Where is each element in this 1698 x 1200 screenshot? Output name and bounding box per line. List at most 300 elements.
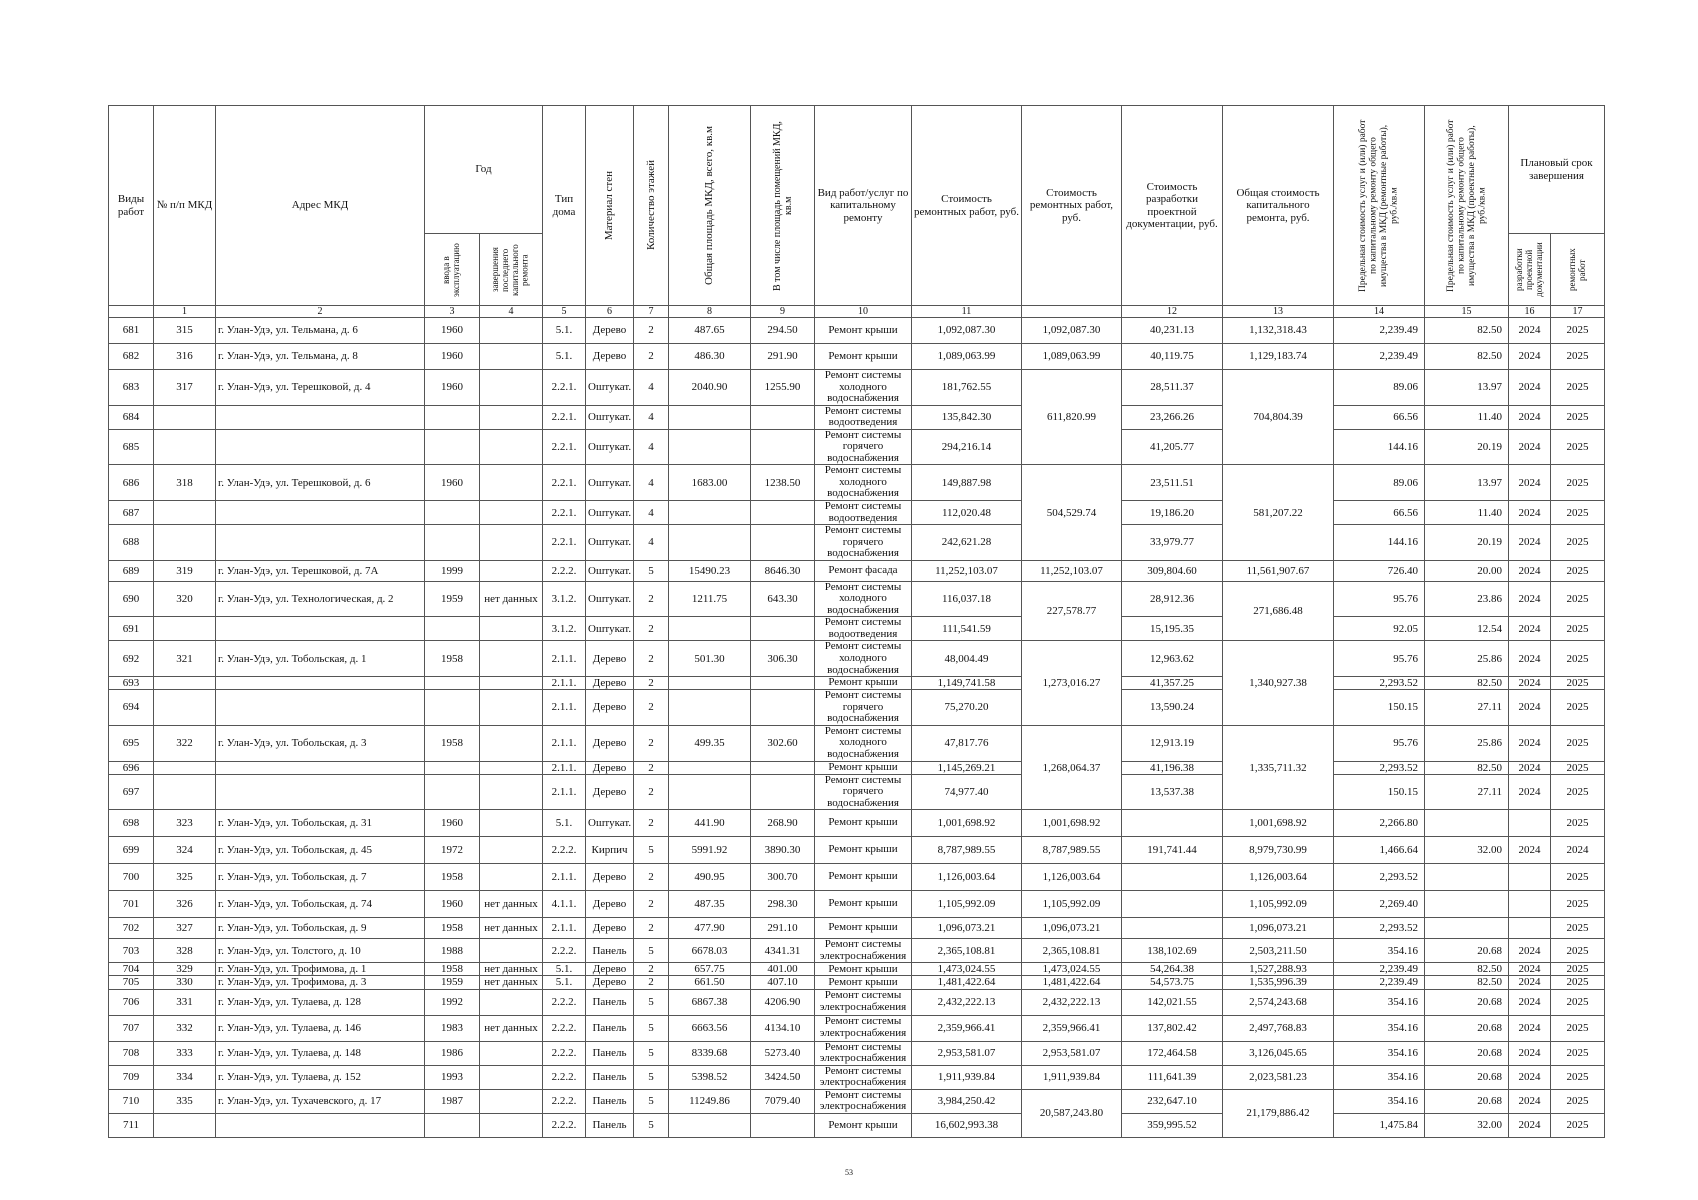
cell-wall-material: Дерево <box>586 641 634 677</box>
cell-repair-cost: 1,473,024.55 <box>912 963 1022 976</box>
cell-total-area <box>669 774 751 810</box>
cell-year-last-repair: нет данных <box>480 581 543 617</box>
cell-repair-cost: 116,037.18 <box>912 581 1022 617</box>
cell-row-number: 696 <box>109 761 154 774</box>
table-row <box>109 690 1605 726</box>
cell-repair-cost: 2,365,108.81 <box>912 939 1022 963</box>
cell-repair-cost: 1,105,992.09 <box>912 891 1022 918</box>
cell-limit-repair: 354.16 <box>1334 1089 1425 1113</box>
cell-plan-design: 2024 <box>1509 725 1551 761</box>
cell-work-kind: Ремонт системы холодного водоснабжения <box>815 370 912 406</box>
cell-total-area: 477.90 <box>669 918 751 939</box>
cell-total-area: 441.90 <box>669 810 751 837</box>
cell-year-commission <box>425 429 480 465</box>
cell-design-cost: 142,021.55 <box>1122 989 1223 1015</box>
table-row <box>109 581 1605 617</box>
cell-design-cost: 111,641.39 <box>1122 1065 1223 1089</box>
cell-house-type: 5.1. <box>543 810 586 837</box>
cell-premises-area: 291.10 <box>751 918 815 939</box>
cell-total-area: 5398.52 <box>669 1065 751 1089</box>
cell-row-number: 707 <box>109 1015 154 1041</box>
cell-year-last-repair: нет данных <box>480 1015 543 1041</box>
cell-plan-works: 2025 <box>1551 976 1605 989</box>
cell-row-number: 703 <box>109 939 154 963</box>
cell-total-area: 6678.03 <box>669 939 751 963</box>
cell-plan-design: 2024 <box>1509 761 1551 774</box>
cell-mkd-number <box>154 429 216 465</box>
cell-floors: 5 <box>634 837 669 864</box>
cell-design-cost <box>1122 864 1223 891</box>
cell-limit-repair: 2,293.52 <box>1334 761 1425 774</box>
cell-work-kind: Ремонт системы электроснабжения <box>815 1065 912 1089</box>
cell-row-number: 700 <box>109 864 154 891</box>
cell-limit-repair: 354.16 <box>1334 1041 1425 1065</box>
column-number: 3 <box>425 306 480 318</box>
table-row <box>109 370 1605 406</box>
cell-repair-cost: 1,145,269.21 <box>912 761 1022 774</box>
cell-total-area: 15490.23 <box>669 560 751 581</box>
column-number: 1 <box>154 306 216 318</box>
cell-limit-repair: 2,239.49 <box>1334 344 1425 370</box>
header-work-type: Виды работ <box>109 106 154 306</box>
cell-limit-design: 32.00 <box>1425 837 1509 864</box>
cell-mkd-number: 322 <box>154 725 216 761</box>
cell-year-commission <box>425 405 480 429</box>
cell-total-cost: 2,023,581.23 <box>1223 1065 1334 1089</box>
cell-limit-repair: 726.40 <box>1334 560 1425 581</box>
cell-floors: 2 <box>634 344 669 370</box>
cell-limit-design: 13.97 <box>1425 370 1509 406</box>
cell-work-kind: Ремонт системы холодного водоснабжения <box>815 725 912 761</box>
cell-design-cost: 13,590.24 <box>1122 690 1223 726</box>
cell-repair-cost: 294,216.14 <box>912 429 1022 465</box>
cell-total-area: 11249.86 <box>669 1089 751 1113</box>
cell-year-commission: 1983 <box>425 1015 480 1041</box>
cell-plan-design <box>1509 810 1551 837</box>
cell-address <box>216 525 425 561</box>
cell-address: г. Улан-Удэ, ул. Тельмана, д. 6 <box>216 318 425 344</box>
cell-design-cost: 41,357.25 <box>1122 677 1223 690</box>
table-row <box>109 810 1605 837</box>
cell-limit-design <box>1425 918 1509 939</box>
header-floors: Количество этажей <box>634 106 669 306</box>
cell-floors: 5 <box>634 560 669 581</box>
cell-premises-area: 291.90 <box>751 344 815 370</box>
cell-premises-area: 306.30 <box>751 641 815 677</box>
header-mkd-number: № п/п МКД <box>154 106 216 306</box>
cell-row-number: 706 <box>109 989 154 1015</box>
cell-year-commission <box>425 774 480 810</box>
cell-house-type: 5.1. <box>543 963 586 976</box>
cell-floors: 2 <box>634 677 669 690</box>
cell-mkd-number: 335 <box>154 1089 216 1113</box>
cell-house-type: 2.2.2. <box>543 1089 586 1113</box>
cell-house-type: 2.1.1. <box>543 641 586 677</box>
cell-work-kind: Ремонт системы водоотведения <box>815 405 912 429</box>
column-number: 10 <box>815 306 912 318</box>
cell-floors: 2 <box>634 617 669 641</box>
cell-wall-material: Оштукат. <box>586 581 634 617</box>
cell-repair-cost-total: 1,126,003.64 <box>1022 864 1122 891</box>
cell-plan-design: 2024 <box>1509 989 1551 1015</box>
cell-house-type: 2.2.2. <box>543 560 586 581</box>
cell-premises-area <box>751 617 815 641</box>
header-year-last-repair: завершения последнего капитального ремонта <box>480 234 543 306</box>
capital-repair-table <box>108 105 1605 1138</box>
cell-premises-area: 7079.40 <box>751 1089 815 1113</box>
cell-work-kind: Ремонт крыши <box>815 810 912 837</box>
cell-row-number: 682 <box>109 344 154 370</box>
cell-wall-material: Панель <box>586 1041 634 1065</box>
cell-year-last-repair <box>480 810 543 837</box>
cell-total-area: 6867.38 <box>669 989 751 1015</box>
cell-row-number: 692 <box>109 641 154 677</box>
cell-year-last-repair <box>480 725 543 761</box>
cell-total-area: 487.35 <box>669 891 751 918</box>
cell-year-commission: 1960 <box>425 344 480 370</box>
cell-limit-design: 20.68 <box>1425 1089 1509 1113</box>
cell-work-kind: Ремонт крыши <box>815 918 912 939</box>
cell-mkd-number: 316 <box>154 344 216 370</box>
cell-wall-material: Панель <box>586 1065 634 1089</box>
cell-year-last-repair <box>480 465 543 501</box>
cell-plan-works: 2025 <box>1551 963 1605 976</box>
cell-floors: 4 <box>634 465 669 501</box>
cell-mkd-number <box>154 774 216 810</box>
cell-wall-material: Дерево <box>586 725 634 761</box>
cell-repair-cost-total: 1,473,024.55 <box>1022 963 1122 976</box>
cell-row-number: 694 <box>109 690 154 726</box>
cell-house-type: 2.2.2. <box>543 1015 586 1041</box>
column-number: 7 <box>634 306 669 318</box>
cell-floors: 2 <box>634 725 669 761</box>
cell-limit-design: 20.00 <box>1425 560 1509 581</box>
cell-premises-area <box>751 501 815 525</box>
cell-floors: 2 <box>634 918 669 939</box>
cell-limit-repair: 2,266.80 <box>1334 810 1425 837</box>
cell-premises-area: 298.30 <box>751 891 815 918</box>
cell-premises-area: 8646.30 <box>751 560 815 581</box>
cell-work-kind: Ремонт системы водоотведения <box>815 501 912 525</box>
cell-repair-cost-total: 1,268,064.37 <box>1022 725 1122 809</box>
table-row <box>109 501 1605 525</box>
cell-repair-cost: 135,842.30 <box>912 405 1022 429</box>
cell-premises-area: 268.90 <box>751 810 815 837</box>
cell-limit-design: 82.50 <box>1425 761 1509 774</box>
cell-design-cost: 13,537.38 <box>1122 774 1223 810</box>
cell-floors: 2 <box>634 963 669 976</box>
cell-repair-cost-total: 2,359,966.41 <box>1022 1015 1122 1041</box>
cell-year-last-repair <box>480 344 543 370</box>
cell-plan-design: 2024 <box>1509 1041 1551 1065</box>
cell-limit-design: 82.50 <box>1425 677 1509 690</box>
cell-plan-works: 2025 <box>1551 344 1605 370</box>
cell-total-cost: 581,207.22 <box>1223 465 1334 560</box>
column-number <box>109 306 154 318</box>
cell-address: г. Улан-Удэ, ул. Терешковой, д. 4 <box>216 370 425 406</box>
cell-plan-design: 2024 <box>1509 963 1551 976</box>
cell-plan-design: 2024 <box>1509 465 1551 501</box>
cell-address <box>216 677 425 690</box>
cell-house-type: 3.1.2. <box>543 617 586 641</box>
cell-address <box>216 501 425 525</box>
cell-mkd-number <box>154 501 216 525</box>
table-row <box>109 405 1605 429</box>
cell-repair-cost: 3,984,250.42 <box>912 1089 1022 1113</box>
cell-row-number: 689 <box>109 560 154 581</box>
cell-total-cost: 704,804.39 <box>1223 370 1334 465</box>
cell-year-last-repair <box>480 1113 543 1137</box>
cell-wall-material: Дерево <box>586 864 634 891</box>
cell-repair-cost: 1,089,063.99 <box>912 344 1022 370</box>
cell-plan-works: 2025 <box>1551 810 1605 837</box>
cell-repair-cost-total: 1,001,698.92 <box>1022 810 1122 837</box>
cell-wall-material: Панель <box>586 939 634 963</box>
cell-repair-cost-total: 611,820.99 <box>1022 370 1122 465</box>
cell-year-commission: 1986 <box>425 1041 480 1065</box>
cell-limit-repair: 95.76 <box>1334 725 1425 761</box>
cell-wall-material: Дерево <box>586 918 634 939</box>
cell-limit-repair: 354.16 <box>1334 1015 1425 1041</box>
cell-mkd-number <box>154 761 216 774</box>
cell-design-cost: 23,511.51 <box>1122 465 1223 501</box>
table-row <box>109 318 1605 344</box>
cell-plan-works: 2025 <box>1551 617 1605 641</box>
cell-limit-repair: 354.16 <box>1334 1065 1425 1089</box>
cell-address <box>216 1113 425 1137</box>
cell-limit-repair: 354.16 <box>1334 939 1425 963</box>
cell-plan-works: 2025 <box>1551 429 1605 465</box>
cell-premises-area: 643.30 <box>751 581 815 617</box>
cell-row-number: 699 <box>109 837 154 864</box>
table-row <box>109 864 1605 891</box>
cell-total-cost: 2,503,211.50 <box>1223 939 1334 963</box>
cell-repair-cost: 11,252,103.07 <box>912 560 1022 581</box>
cell-limit-repair: 2,293.52 <box>1334 864 1425 891</box>
cell-address <box>216 617 425 641</box>
cell-house-type: 2.1.1. <box>543 690 586 726</box>
cell-total-area: 657.75 <box>669 963 751 976</box>
cell-year-commission: 1958 <box>425 864 480 891</box>
cell-limit-design: 82.50 <box>1425 976 1509 989</box>
table-row <box>109 891 1605 918</box>
cell-plan-design: 2024 <box>1509 1015 1551 1041</box>
cell-mkd-number <box>154 1113 216 1137</box>
cell-limit-design: 20.19 <box>1425 429 1509 465</box>
cell-total-cost: 1,105,992.09 <box>1223 891 1334 918</box>
cell-design-cost: 41,196.38 <box>1122 761 1223 774</box>
table-row <box>109 344 1605 370</box>
cell-plan-design: 2024 <box>1509 560 1551 581</box>
column-number: 2 <box>216 306 425 318</box>
cell-plan-design: 2024 <box>1509 370 1551 406</box>
cell-year-commission: 1992 <box>425 989 480 1015</box>
cell-row-number: 708 <box>109 1041 154 1065</box>
table-row <box>109 976 1605 989</box>
cell-year-last-repair <box>480 1089 543 1113</box>
cell-plan-works: 2025 <box>1551 501 1605 525</box>
cell-limit-repair: 1,475.84 <box>1334 1113 1425 1137</box>
cell-wall-material: Дерево <box>586 318 634 344</box>
cell-premises-area: 5273.40 <box>751 1041 815 1065</box>
cell-house-type: 2.2.1. <box>543 370 586 406</box>
header-total-area: Общая площадь МКД, всего, кв.м <box>669 106 751 306</box>
column-number: 5 <box>543 306 586 318</box>
cell-work-kind: Ремонт системы горячего водоснабжения <box>815 429 912 465</box>
cell-year-last-repair <box>480 501 543 525</box>
cell-year-last-repair: нет данных <box>480 891 543 918</box>
cell-year-last-repair <box>480 641 543 677</box>
cell-row-number: 681 <box>109 318 154 344</box>
column-number: 9 <box>751 306 815 318</box>
column-number: 12 <box>1122 306 1223 318</box>
table-row <box>109 989 1605 1015</box>
cell-limit-design: 20.68 <box>1425 1065 1509 1089</box>
cell-repair-cost: 1,001,698.92 <box>912 810 1022 837</box>
cell-year-commission <box>425 525 480 561</box>
cell-wall-material: Оштукат. <box>586 465 634 501</box>
cell-repair-cost-total: 2,432,222.13 <box>1022 989 1122 1015</box>
cell-wall-material: Дерево <box>586 891 634 918</box>
header-work-kind: Вид работ/услуг по капитальному ремонту <box>815 106 912 306</box>
cell-repair-cost: 111,541.59 <box>912 617 1022 641</box>
cell-plan-works: 2025 <box>1551 677 1605 690</box>
cell-mkd-number: 320 <box>154 581 216 617</box>
cell-plan-works: 2025 <box>1551 891 1605 918</box>
cell-year-last-repair <box>480 939 543 963</box>
cell-address: г. Улан-Удэ, ул. Тобольская, д. 1 <box>216 641 425 677</box>
column-number <box>1022 306 1122 318</box>
cell-row-number: 704 <box>109 963 154 976</box>
column-number: 13 <box>1223 306 1334 318</box>
cell-repair-cost-total: 2,365,108.81 <box>1022 939 1122 963</box>
cell-work-kind: Ремонт крыши <box>815 976 912 989</box>
cell-floors: 2 <box>634 774 669 810</box>
cell-plan-design: 2024 <box>1509 318 1551 344</box>
cell-wall-material: Оштукат. <box>586 405 634 429</box>
cell-year-last-repair <box>480 429 543 465</box>
cell-address: г. Улан-Удэ, ул. Тобольская, д. 31 <box>216 810 425 837</box>
cell-total-area: 487.65 <box>669 318 751 344</box>
cell-limit-repair: 2,239.49 <box>1334 976 1425 989</box>
cell-work-kind: Ремонт системы горячего водоснабжения <box>815 690 912 726</box>
cell-year-last-repair <box>480 525 543 561</box>
cell-limit-design: 20.68 <box>1425 1041 1509 1065</box>
header-repair-cost-total: Стоимость ремонтных работ, руб. <box>1022 106 1122 306</box>
cell-mkd-number <box>154 525 216 561</box>
cell-total-cost: 2,497,768.83 <box>1223 1015 1334 1041</box>
cell-row-number: 683 <box>109 370 154 406</box>
cell-repair-cost-total: 1,273,016.27 <box>1022 641 1122 725</box>
cell-design-cost: 191,741.44 <box>1122 837 1223 864</box>
cell-work-kind: Ремонт системы электроснабжения <box>815 1041 912 1065</box>
cell-address: г. Улан-Удэ, ул. Терешковой, д. 7А <box>216 560 425 581</box>
cell-work-kind: Ремонт системы электроснабжения <box>815 1089 912 1113</box>
cell-address: г. Улан-Удэ, ул. Тулаева, д. 148 <box>216 1041 425 1065</box>
cell-floors: 5 <box>634 1041 669 1065</box>
cell-design-cost: 28,511.37 <box>1122 370 1223 406</box>
header-wall-material: Материал стен <box>586 106 634 306</box>
cell-work-kind: Ремонт крыши <box>815 344 912 370</box>
cell-row-number: 684 <box>109 405 154 429</box>
cell-total-area: 499.35 <box>669 725 751 761</box>
cell-plan-works: 2025 <box>1551 560 1605 581</box>
cell-floors: 5 <box>634 1113 669 1137</box>
cell-wall-material: Дерево <box>586 761 634 774</box>
cell-premises-area <box>751 429 815 465</box>
cell-repair-cost: 1,481,422.64 <box>912 976 1022 989</box>
cell-address: г. Улан-Удэ, ул. Тухачевского, д. 17 <box>216 1089 425 1113</box>
cell-wall-material: Дерево <box>586 976 634 989</box>
cell-total-area <box>669 429 751 465</box>
cell-design-cost: 12,963.62 <box>1122 641 1223 677</box>
table-row <box>109 725 1605 761</box>
header-premises-area: В том числе площадь помещений МКД, кв.м <box>751 106 815 306</box>
cell-limit-repair: 2,293.52 <box>1334 918 1425 939</box>
cell-plan-works: 2025 <box>1551 581 1605 617</box>
cell-floors: 2 <box>634 810 669 837</box>
cell-mkd-number: 323 <box>154 810 216 837</box>
cell-premises-area: 4341.31 <box>751 939 815 963</box>
cell-work-kind: Ремонт системы электроснабжения <box>815 989 912 1015</box>
cell-year-commission: 1960 <box>425 810 480 837</box>
cell-premises-area <box>751 405 815 429</box>
cell-mkd-number: 328 <box>154 939 216 963</box>
cell-total-cost: 1,527,288.93 <box>1223 963 1334 976</box>
cell-year-commission: 1959 <box>425 581 480 617</box>
cell-premises-area <box>751 761 815 774</box>
document-sheet <box>108 105 1604 1138</box>
cell-limit-design <box>1425 891 1509 918</box>
table-row <box>109 560 1605 581</box>
cell-repair-cost-total: 1,911,939.84 <box>1022 1065 1122 1089</box>
cell-plan-design: 2024 <box>1509 1113 1551 1137</box>
cell-premises-area: 1255.90 <box>751 370 815 406</box>
cell-year-last-repair <box>480 761 543 774</box>
cell-repair-cost: 1,092,087.30 <box>912 318 1022 344</box>
cell-plan-design: 2024 <box>1509 405 1551 429</box>
cell-floors: 5 <box>634 989 669 1015</box>
cell-row-number: 690 <box>109 581 154 617</box>
cell-plan-works: 2025 <box>1551 939 1605 963</box>
cell-repair-cost: 1,126,003.64 <box>912 864 1022 891</box>
table-row <box>109 761 1605 774</box>
cell-design-cost: 41,205.77 <box>1122 429 1223 465</box>
cell-row-number: 711 <box>109 1113 154 1137</box>
cell-house-type: 2.2.1. <box>543 405 586 429</box>
header-limit-design: Предельная стоимость услуг и (или) работ по капитальному ремонту общего имущества в МКД (проектные работы), руб./кв.м <box>1425 106 1509 306</box>
cell-year-commission: 1960 <box>425 318 480 344</box>
cell-work-kind: Ремонт крыши <box>815 318 912 344</box>
cell-work-kind: Ремонт крыши <box>815 864 912 891</box>
cell-mkd-number <box>154 405 216 429</box>
cell-year-last-repair <box>480 318 543 344</box>
cell-plan-design: 2024 <box>1509 525 1551 561</box>
cell-plan-design <box>1509 891 1551 918</box>
cell-work-kind: Ремонт крыши <box>815 837 912 864</box>
cell-limit-design: 20.19 <box>1425 525 1509 561</box>
cell-limit-design: 11.40 <box>1425 501 1509 525</box>
cell-year-last-repair <box>480 774 543 810</box>
cell-premises-area <box>751 774 815 810</box>
cell-plan-design: 2024 <box>1509 774 1551 810</box>
cell-floors: 4 <box>634 501 669 525</box>
cell-floors: 5 <box>634 1089 669 1113</box>
cell-wall-material: Дерево <box>586 690 634 726</box>
cell-address: г. Улан-Удэ, ул. Технологическая, д. 2 <box>216 581 425 617</box>
cell-work-kind: Ремонт системы холодного водоснабжения <box>815 581 912 617</box>
cell-year-last-repair <box>480 1041 543 1065</box>
